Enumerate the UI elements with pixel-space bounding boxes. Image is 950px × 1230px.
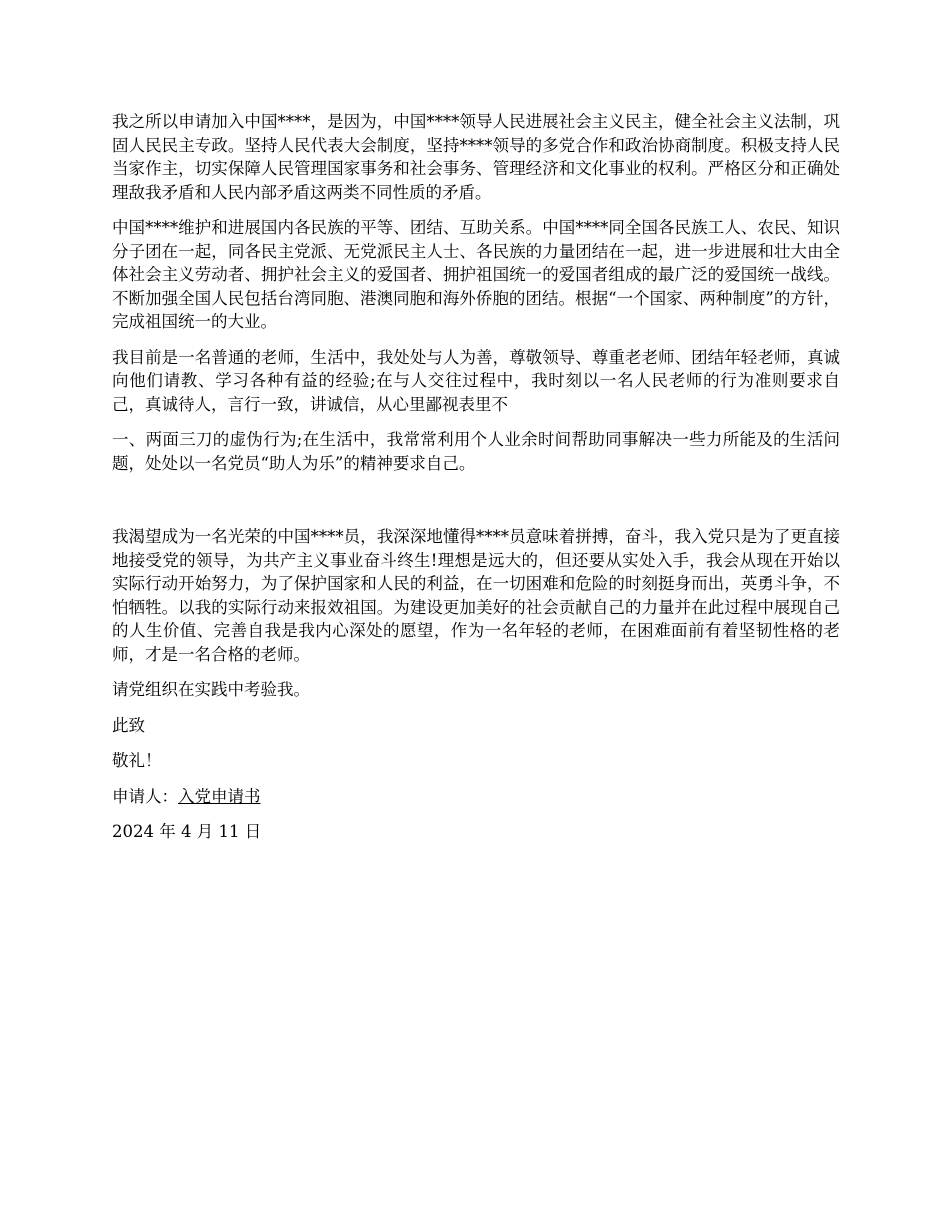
blank-space	[112, 487, 840, 525]
date-line: 2024 年 4 月 11 日	[112, 822, 262, 841]
signer-label: 申请人：	[112, 786, 178, 806]
paragraph-3: 我目前是一名普通的老师，生活中，我处处与人为善，尊敬领导、尊重老老师、团结年轻老师，真诚向他们请教、学习各种有益的经验;在与人交往过程中，我时刻以一名人民老师的行为准则要求自己，真诚待人，言行一致，讲诚信，从心里鄙视表里不	[112, 347, 840, 414]
paragraph-5: 我渴望成为一名光荣的中国****员，我深深地懂得****员意味着拼搏，奋斗，我入党只是为了更直接地接受党的领导，为共产主义事业奋斗终生!理想是远大的，但还要从实处入手，我会从现在开始以实际行动开始努力，为了保护国家和人民的利益，在一切困难和危险的时刻挺身而出，英勇斗争，不怕牺牲。以我的实际行动来报效祖国。为建设更加美好的社会贡献自己的力量并在此过程中展现自己的人生价值、完善自我是我内心深处的愿望，作为一名年轻的老师，在困难面前有着坚韧性格的老师，才是一名合格的老师。	[112, 527, 840, 664]
signer-link[interactable]: 入党申请书	[178, 786, 261, 806]
salutation: 此致	[112, 715, 145, 735]
paragraph-4: 一、两面三刀的虚伪行为;在生活中，我常常利用个人业余时间帮助同事解决一些力所能及的生活问题，处处以一名党员“助人为乐”的精神要求自己。	[112, 430, 840, 473]
paragraph-1: 我之所以申请加入中国****，是因为，中国****领导人民进展社会主义民主，健全社会主义法制，巩固人民民主专政。坚持人民代表大会制度，坚持****领导的多党合作和政治协商制度。积极支持人民当家作主，切实保障人民管理国家事务和社会事务、管理经济和文化事业的权利。严格区分和正确处理敌我矛盾和人民内部矛盾这两类不同性质的矛盾。	[112, 112, 840, 202]
paragraph-6: 请党组织在实践中考验我。	[112, 680, 310, 699]
signer-line	[112, 785, 840, 809]
respect-line: 敬礼！	[112, 751, 162, 770]
document-body	[112, 110, 840, 856]
paragraph-2: 中国****维护和进展国内各民族的平等、团结、互助关系。中国****同全国各民族工人、农民、知识分子团在一起，同各民主党派、无党派民主人士、各民族的力量团结在一起，进一步进展和壮大由全体社会主义劳动者、拥护社会主义的爱国者、拥护祖国统一的爱国者组成的最广泛的爱国统一战线。不断加强全国人民包括台湾同胞、港澳同胞和海外侨胞的团结。根据“一个国家、两种制度”的方针，完成祖国统一的大业。	[112, 218, 840, 331]
